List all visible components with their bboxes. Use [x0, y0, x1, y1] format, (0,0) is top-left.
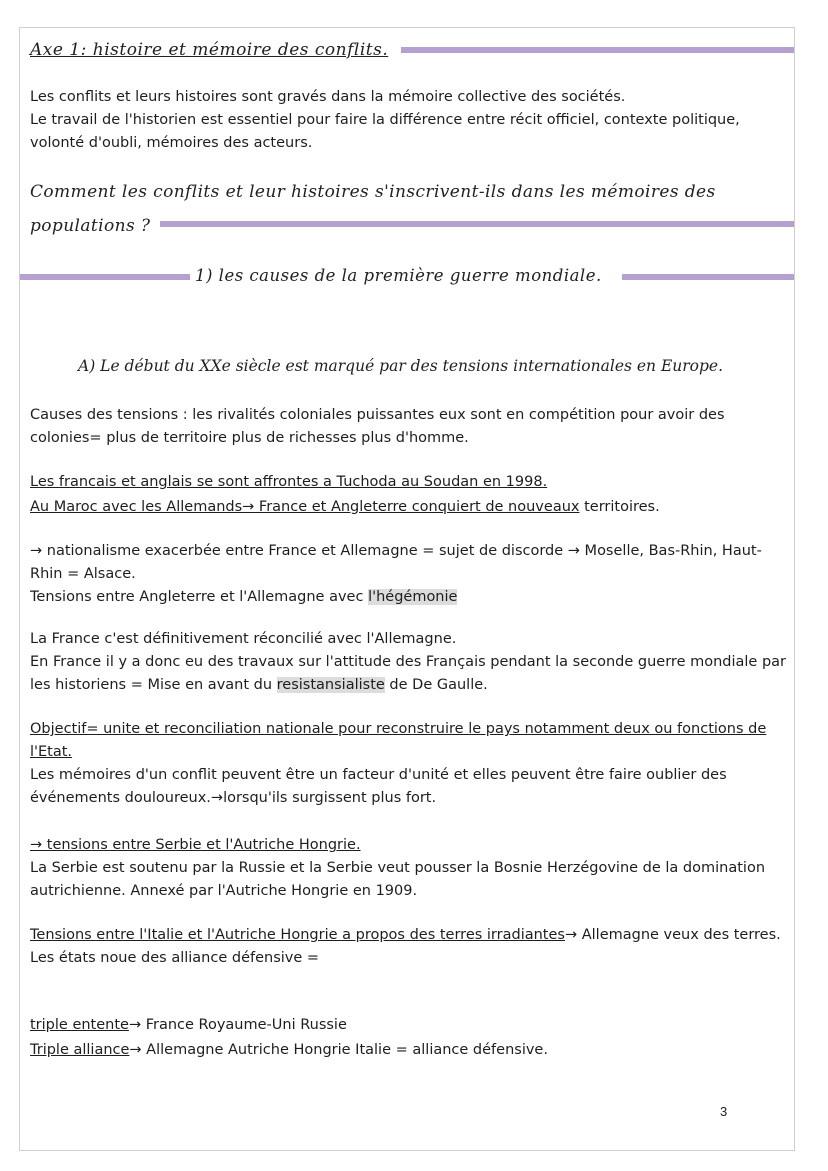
title-divider — [401, 47, 794, 53]
travaux-text: En France il y a donc eu des travaux sur l'attitude des Français pendant la seconde guerre mondiale par les historiens = Mise en avant du — [30, 654, 787, 693]
reconcilie-line: La France c'est définitivement réconcilié avec l'Allemagne. — [30, 631, 457, 647]
italie-rest: → Allemagne veux des terres. — [564, 927, 781, 943]
nationalisme-block — [30, 540, 790, 609]
page-title: Axe 1: histoire et mémoire des conflits. — [30, 40, 389, 60]
entente-label: triple entente — [30, 1017, 129, 1033]
resistancialiste-highlight: resistansialiste — [276, 677, 385, 693]
italie-line — [30, 924, 790, 947]
subsection-heading: A) Le début du XXe siècle est marqué par des tensions internationales en Europe. — [78, 357, 724, 375]
italie-underlined: Tensions entre l'Italie et l'Autriche Hongrie a propos des terres irradiantes — [30, 927, 565, 943]
page-number: 3 — [720, 1104, 728, 1119]
intro-line-2: Le travail de l'historien est essentiel pour faire la différence entre récit officiel, contexte politique, volonté d'oubli, mémoires des acteurs. — [30, 112, 740, 151]
italie-block — [30, 924, 790, 970]
objectif-line: Objectif= unite et reconciliation nationale pour reconstruire le pays notamment deux ou fonctions de l'Etat. — [30, 721, 767, 760]
alliance-line — [30, 1039, 790, 1062]
travaux-line — [30, 651, 790, 697]
nationalisme-line: → nationalisme exacerbée entre France et Allemagne = sujet de discorde → Moselle, Bas-Rhin, Haut-Rhin = Alsace. — [30, 543, 762, 582]
hegemonie-highlight: l'hégémonie — [368, 589, 458, 605]
alliance-members: → Allemagne Autriche Hongrie Italie = alliance défensive. — [129, 1042, 548, 1058]
maroc-rest: territoires. — [579, 499, 660, 515]
serbie-block — [30, 834, 790, 903]
etats-line: Les états noue des alliance défensive = — [30, 950, 320, 966]
causes-paragraph: Causes des tensions : les rivalités coloniales puissantes eux sont en compétition pour avoir des colonies= plus de territoire plus de richesses plus d'homme. — [30, 407, 725, 446]
section-divider-right — [622, 274, 794, 280]
section-divider-left — [20, 274, 190, 280]
angleterre-text: Tensions entre Angleterre et l'Allemagne avec — [30, 589, 369, 605]
intro-line-1: Les conflits et leurs histoires sont gravés dans la mémoire collective des sociétés. — [30, 89, 626, 105]
memoires-line: Les mémoires d'un conflit peuvent être un facteur d'unité et elles peuvent être faire oublier des événements douloureux.→lorsqu'ils surgissent plus fort. — [30, 767, 727, 806]
question-divider — [160, 221, 794, 227]
guiding-question-text: Comment les conflits et leur histoires s'inscrivent-ils dans les mémoires des populations ? — [30, 182, 716, 236]
maroc-underlined: Au Maroc avec les Allemands→ France et Angleterre conquiert de nouveaux — [30, 499, 580, 515]
serbie-line: La Serbie est soutenu par la Russie et la Serbie veut pousser la Bosnie Herzégovine de la domination autrichienne. Annexé par l'Autriche Hongrie en 1909. — [30, 860, 766, 899]
tuchoda-line: Les francais et anglais se sont affrontes a Tuchoda au Soudan en 1998. — [30, 474, 548, 490]
section-heading: 1) les causes de la première guerre mondiale. — [195, 266, 602, 285]
alliance-label: Triple alliance — [30, 1042, 130, 1058]
maroc-line — [30, 496, 790, 519]
serbie-title: → tensions entre Serbie et l'Autriche Hongrie. — [30, 837, 361, 853]
intro-block — [30, 86, 790, 155]
entente-line — [30, 1014, 790, 1037]
conflicts-block — [30, 471, 790, 519]
reconciliation-block — [30, 628, 790, 697]
angleterre-line — [30, 586, 790, 609]
travaux-end: de De Gaulle. — [384, 677, 488, 693]
objectif-block — [30, 718, 790, 810]
alliances-block — [30, 1014, 790, 1062]
entente-members: → France Royaume-Uni Russie — [128, 1017, 347, 1033]
guiding-question — [30, 175, 790, 243]
